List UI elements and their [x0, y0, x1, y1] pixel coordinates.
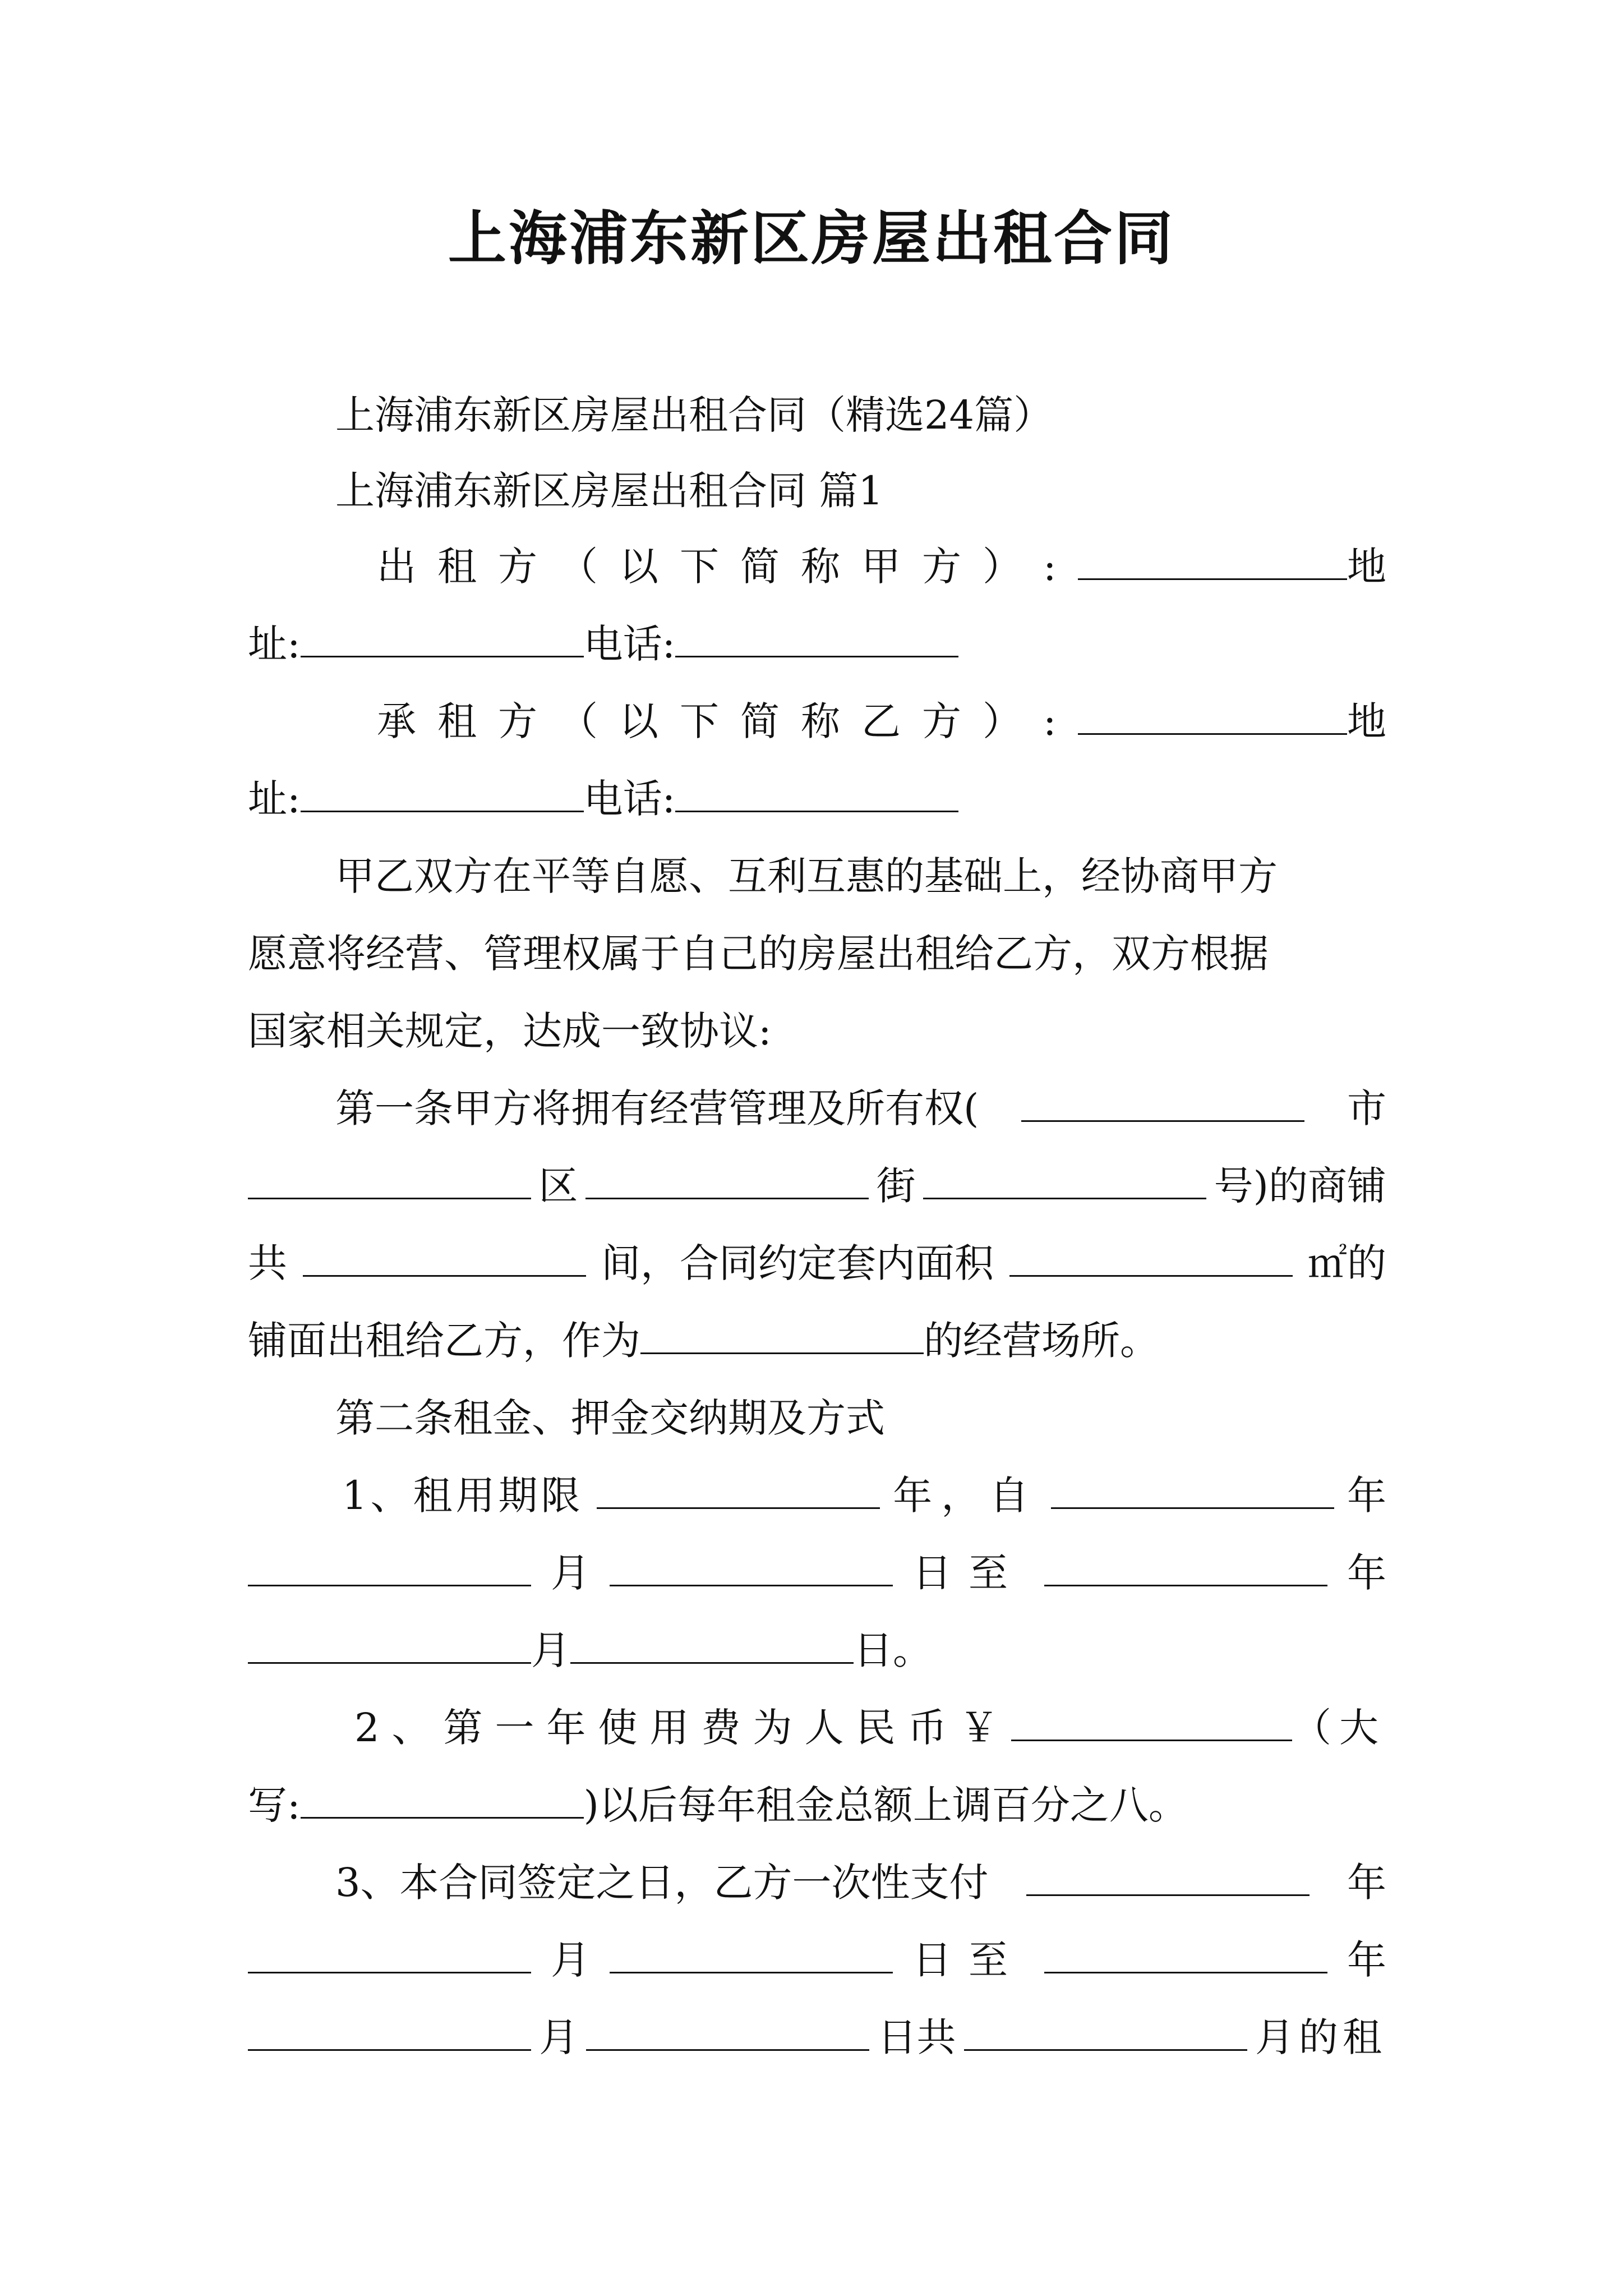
start-day-blank	[610, 1551, 893, 1586]
street-blank	[585, 1164, 869, 1199]
rent-amount-blank	[1011, 1706, 1292, 1741]
payment-line-1: 3、本合同签定之日，乙方一次性支付 年	[335, 1860, 1386, 1906]
address-char: 地	[1347, 544, 1386, 590]
intro-line-1: 甲乙双方在平等自愿、互利互惠的基础上，经协商甲方	[335, 853, 1278, 899]
lessee-phone-blank	[675, 777, 958, 812]
pay-end-year-blank	[1044, 1938, 1327, 1973]
article1-line-4: 铺面出租给乙方，作为 的经营场所。	[248, 1318, 1159, 1364]
district-blank	[248, 1164, 531, 1199]
rent-line-1: 2、第一年使用费为人民币￥ （大	[354, 1705, 1386, 1751]
lessor-phone-blank	[675, 622, 958, 657]
section-heading: 上海浦东新区房屋出租合同 篇1	[335, 468, 883, 514]
pay-start-year-blank	[1026, 1861, 1310, 1896]
lessee-address-blank	[301, 777, 584, 812]
lessee-name-blank	[1078, 700, 1347, 735]
start-month-blank	[248, 1551, 531, 1586]
number-blank	[923, 1164, 1206, 1199]
purpose-blank	[640, 1319, 924, 1354]
lessee-label: 承租方（以下简称乙方）:	[377, 698, 1078, 744]
article2-heading: 第二条租金、押金交纳期及方式	[335, 1395, 885, 1441]
lessor-address-line: 址: 电话:	[248, 616, 958, 672]
pay-end-month-blank	[248, 2016, 531, 2051]
term-line-2: 月 日至 年	[248, 1545, 1386, 1601]
payment-line-3: 月 日共 月的租	[248, 2009, 1386, 2065]
term-line-1: 1、租用期限 年，自 年	[342, 1473, 1386, 1519]
intro-line-3: 国家相关规定，达成一致协议:	[248, 1008, 772, 1054]
pay-months-blank	[964, 2016, 1247, 2051]
lessor-name-blank	[1078, 545, 1347, 580]
term-years-blank	[597, 1474, 880, 1509]
article1-line-1: 第一条甲方将拥有经营管理及所有权( 市	[335, 1085, 1386, 1131]
shop-count-blank	[303, 1241, 586, 1277]
address-char: 地	[1347, 698, 1386, 744]
pay-end-day-blank	[586, 2016, 869, 2051]
area-blank	[1009, 1241, 1293, 1277]
lessor-address-blank	[301, 622, 584, 657]
pay-start-day-blank	[610, 1938, 893, 1973]
payment-line-2: 月 日至 年	[248, 1932, 1386, 1988]
start-year-blank	[1051, 1474, 1334, 1509]
document-title: 上海浦东新区房屋出租合同	[448, 204, 1175, 273]
intro-line-2: 愿意将经营、管理权属于自己的房屋出租给乙方，双方根据	[248, 931, 1269, 977]
pay-start-month-blank	[248, 1938, 531, 1973]
city-blank	[1021, 1087, 1304, 1122]
term-line-3: 月 日。	[248, 1622, 932, 1678]
article1-line-3: 共 间，合同约定套内面积 ㎡的	[248, 1240, 1386, 1286]
lessor-line	[377, 539, 1386, 595]
article1-line-2: 区 街 号)的商铺	[248, 1158, 1386, 1214]
end-month-blank	[248, 1628, 531, 1664]
end-year-blank	[1044, 1551, 1327, 1586]
lessor-label: 出租方（以下简称甲方）:	[377, 544, 1078, 590]
lessee-address-line: 址: 电话:	[248, 771, 958, 827]
rent-amount-words-blank	[301, 1783, 584, 1819]
end-day-blank	[570, 1628, 854, 1664]
subtitle: 上海浦东新区房屋出租合同（精选24篇）	[335, 392, 1053, 438]
lessee-line	[377, 693, 1386, 749]
rent-line-2: 写: )以后每年租金总额上调百分之八。	[248, 1782, 1188, 1828]
